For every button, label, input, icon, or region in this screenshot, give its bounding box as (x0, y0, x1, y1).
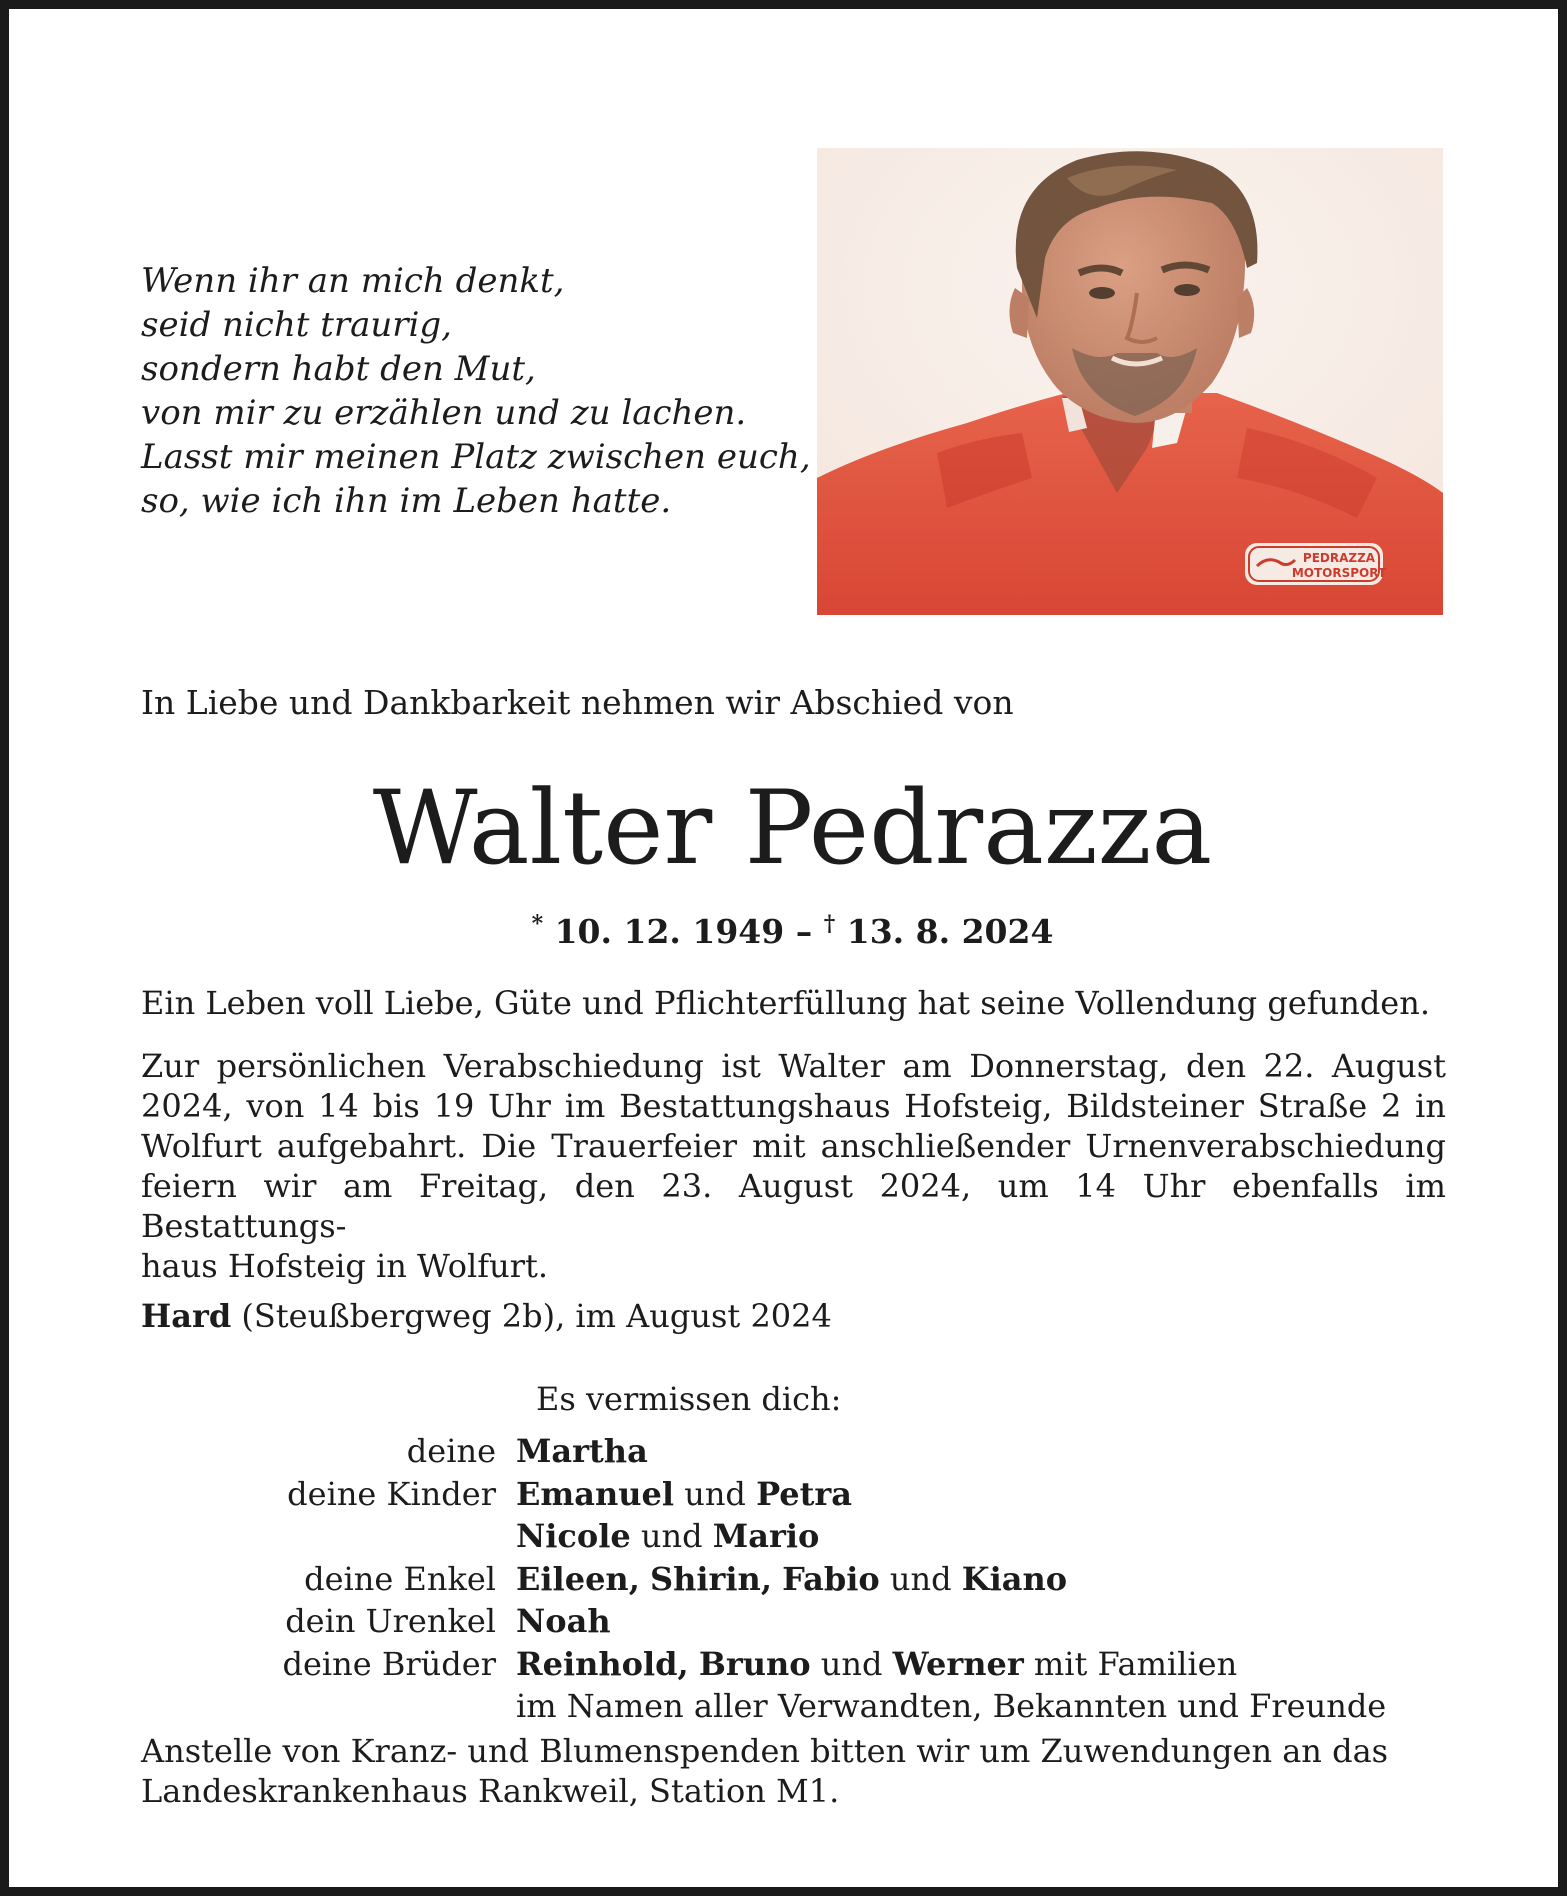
mourner-name: Noah (516, 1602, 611, 1640)
relation-label: deine Enkel (304, 1559, 496, 1598)
place-and-date (141, 1296, 1446, 1336)
birth-date: 10. 12. 1949 (554, 912, 785, 951)
mourner-name: Werner (892, 1644, 1024, 1683)
poem-line: so, wie ich ihn im Leben hatte. (141, 481, 672, 521)
farewell-line: feiern wir am Freitag, den 23. August 2024, um 14 Uhr ebenfalls im Bestattungs- (141, 1167, 1446, 1245)
date-dash: – (795, 912, 813, 951)
farewell-line: Wolfurt aufgebahrt. Die Trauerfeier mit anschließender Urnenverabschiedung (141, 1127, 1446, 1165)
poem-line: sondern habt den Mut, (141, 349, 536, 389)
donation-note (141, 1731, 1446, 1811)
farewell-details (141, 1046, 1446, 1286)
name-connector (689, 1645, 699, 1683)
birth-mark: * (531, 911, 544, 937)
name-connector: und (630, 1517, 713, 1555)
town: Hard (141, 1297, 232, 1335)
farewell-line: 2024, von 14 bis 19 Uhr im Bestattungshaus Hofsteig, Bildsteiner Straße 2 in (141, 1087, 1446, 1125)
life-dates (9, 902, 1567, 954)
mourner-names (516, 1600, 1446, 1643)
farewell-line: Zur persönlichen Verabschiedung ist Walter am Donnerstag, den 22. August (141, 1047, 1446, 1085)
mourners-list (141, 1430, 1446, 1728)
donation-line: Landeskrankenhaus Rankweil, Station M1. (141, 1772, 840, 1810)
mourner-name: Mario (712, 1517, 820, 1555)
mourner-name: Petra (756, 1474, 853, 1513)
mourner-name: Kiano (961, 1559, 1068, 1598)
donation-line: Anstelle von Kranz- und Blumenspenden bitten wir um Zuwendungen an das (141, 1732, 1389, 1770)
mourner-names (516, 1643, 1446, 1686)
mourner-name: Eileen, (516, 1559, 640, 1598)
relation-label: dein Urenkel (285, 1602, 496, 1640)
mourners-heading: Es vermissen dich: (536, 1380, 842, 1418)
mourner-row (141, 1473, 1446, 1516)
intro-line: In Liebe und Dankbarkeit nehmen wir Abschied von (141, 683, 1014, 722)
jacket-logo-line-1: PEDRAZZA (1302, 551, 1376, 565)
mourner-names (516, 1515, 1446, 1558)
mourner-name: Nicole (516, 1517, 631, 1555)
mourner-row (141, 1643, 1446, 1686)
death-mark: † (823, 911, 836, 937)
mourner-row (141, 1685, 1446, 1728)
poem-line: von mir zu erzählen und zu lachen. (141, 393, 747, 433)
mourner-names (516, 1473, 1446, 1516)
mourner-row (141, 1558, 1446, 1601)
mourner-row (141, 1515, 1446, 1558)
poem-line: Lasst mir meinen Platz zwischen euch, (141, 437, 811, 477)
deceased-name: Walter Pedrazza (372, 769, 1213, 888)
portrait-photo (817, 148, 1443, 615)
relation-label (141, 1685, 516, 1728)
mourner-names (516, 1685, 1446, 1728)
poem (141, 259, 811, 523)
jacket-logo-line-2: MOTORSPORT (1291, 566, 1387, 580)
mourner-row (141, 1600, 1446, 1643)
relation-label: deine (406, 1432, 496, 1470)
mourner-row (141, 1430, 1446, 1473)
mourner-name: Bruno (698, 1644, 811, 1683)
mourner-note: mit Familien (1023, 1644, 1238, 1683)
address-and-date: (Steußbergweg 2b), im August 2024 (241, 1297, 832, 1335)
mourner-note: im Namen aller Verwandten, Bekannten und Freunde (516, 1687, 1387, 1725)
relation-label: deine Kinder (287, 1474, 496, 1513)
farewell-line: haus Hofsteig in Wolfurt. (141, 1247, 549, 1285)
name-connector: und (879, 1559, 962, 1598)
poem-line: Wenn ihr an mich denkt, (141, 261, 565, 301)
poem-line: seid nicht traurig, (141, 305, 452, 345)
name-connector: und (674, 1474, 757, 1513)
mourner-name: Fabio (782, 1559, 880, 1598)
mourner-name: Emanuel (516, 1474, 675, 1513)
relation-label: deine Brüder (282, 1644, 496, 1683)
name-connector (772, 1560, 782, 1598)
mourner-name: Shirin, (650, 1559, 772, 1598)
mourner-name: Martha (516, 1432, 648, 1470)
mourner-name: Reinhold, (516, 1644, 689, 1683)
name-connector: und (810, 1644, 893, 1683)
death-date: 13. 8. 2024 (846, 912, 1054, 951)
mourner-names (516, 1430, 1446, 1473)
name-connector (640, 1560, 650, 1598)
relation-label (141, 1515, 516, 1558)
mourner-names (516, 1558, 1446, 1601)
tribute-sentence: Ein Leben voll Liebe, Güte und Pflichterfüllung hat seine Vollendung gefunden. (141, 984, 1431, 1022)
